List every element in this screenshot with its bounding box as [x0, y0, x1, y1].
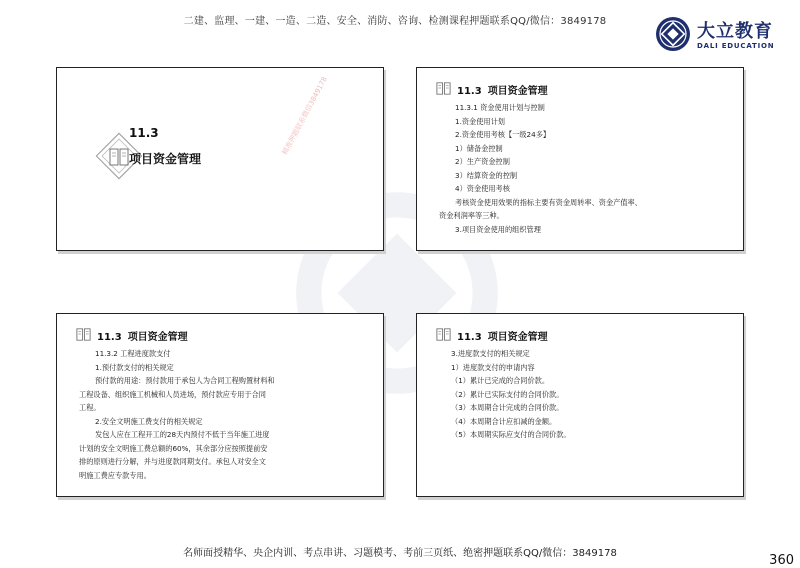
slide-funds-plan: [416, 67, 744, 251]
slide-line: 11.3.1 资金使用计划与控制: [455, 103, 545, 112]
slide-title-number: 11.3: [457, 332, 482, 343]
company-logo: [655, 16, 795, 56]
slide-title: [457, 328, 548, 343]
cover-section-title: 项目资金管理: [129, 152, 202, 166]
logo-name-en: DALI EDUCATION: [697, 42, 775, 50]
slide-line: （1）累计已完成的合同价款。: [451, 376, 550, 385]
slide-line: （3）本周期合计完成的合同价款。: [451, 403, 564, 412]
slide-line: 3.项目资金使用的组织管理: [455, 224, 541, 234]
slide-line: （5）本周期实际应支付的合同价款。: [451, 430, 571, 439]
slide-progress-payment: [56, 313, 384, 497]
slide-line: 2.资金使用考核【一级24多】: [455, 130, 551, 139]
slide-title-number: 11.3: [97, 332, 122, 343]
book-icon: [75, 326, 92, 343]
slide-body: [439, 101, 729, 236]
book-icon: [435, 326, 452, 343]
slide-title-text: 项目资金管理: [487, 332, 548, 343]
slide-line: 资金利润率等三种。: [439, 211, 504, 220]
slide-line: 考核资金使用效果的指标主要有资金周转率、资金产值率、: [455, 197, 642, 207]
slide-line: 排的原则进行分解，并与进度款同期支付。承包人对安全文: [79, 457, 266, 466]
slide-line: 1.预付款支付的相关规定: [95, 362, 174, 372]
slide-title-text: 项目资金管理: [127, 332, 188, 343]
footer-banner: 名师面授精华、央企内训、考点串讲、习题模考、考前三页纸、绝密押题联系QQ/微信：3849178: [183, 548, 617, 559]
page-number: 360: [769, 553, 794, 568]
cover-section-number: 11.3: [129, 126, 159, 140]
slide-line: 1）储备金控制: [455, 143, 503, 153]
logo-emblem-icon: [655, 16, 691, 52]
slide-line: （4）本周期合计应扣减的金额。: [451, 416, 557, 426]
slide-line: 明施工费应专款专用。: [79, 470, 151, 480]
slide-body: [79, 347, 369, 482]
slide-line: 发包人应在工程开工的28天内预付不低于当年施工进度: [95, 430, 270, 439]
slide-line: 工程。: [79, 403, 101, 412]
slide-cover: [56, 67, 384, 251]
slide-body: [439, 347, 729, 442]
slide-line: 1.资金使用计划: [455, 116, 505, 126]
book-icon: [435, 80, 452, 97]
slide-line: 3）结算资金的控制: [455, 170, 518, 180]
slide-title: [97, 328, 188, 343]
slide-line: 2）生产资金控制: [455, 157, 510, 166]
slide-line: 工程设备、组织施工机械和人员进场，预付款应专用于合同: [79, 389, 266, 399]
header-banner: 二建、监理、一建、一造、二造、安全、消防、咨询、检测课程押题联系QQ/微信：3849178: [183, 16, 607, 27]
slide-line: 1）进度款支付的申请内容: [451, 362, 535, 372]
slide-title-text: 项目资金管理: [487, 86, 548, 97]
slide-payment-rules: [416, 313, 744, 497]
slide-line: （2）累计已实际支付的合同价款。: [451, 389, 564, 399]
slide-title-number: 11.3: [457, 86, 482, 97]
slide-title: [457, 82, 548, 97]
slide-line: 3.进度款支付的相关规定: [451, 349, 530, 358]
slide-line: 计划的安全文明施工费总额的60%，其余部分应按照提前安: [79, 443, 268, 453]
logo-name-cn: 大立教育: [697, 21, 773, 42]
slide-line: 11.3.2 工程进度款支付: [95, 349, 171, 358]
watermark-text: 精准押题联系微信3849178: [280, 75, 329, 157]
slide-line: 4）资金使用考核: [455, 184, 510, 193]
slide-line: 2.安全文明施工费支付的相关规定: [95, 416, 203, 426]
slide-line: 预付款的用途：预付款用于承包人为合同工程购置材料和: [95, 376, 275, 385]
